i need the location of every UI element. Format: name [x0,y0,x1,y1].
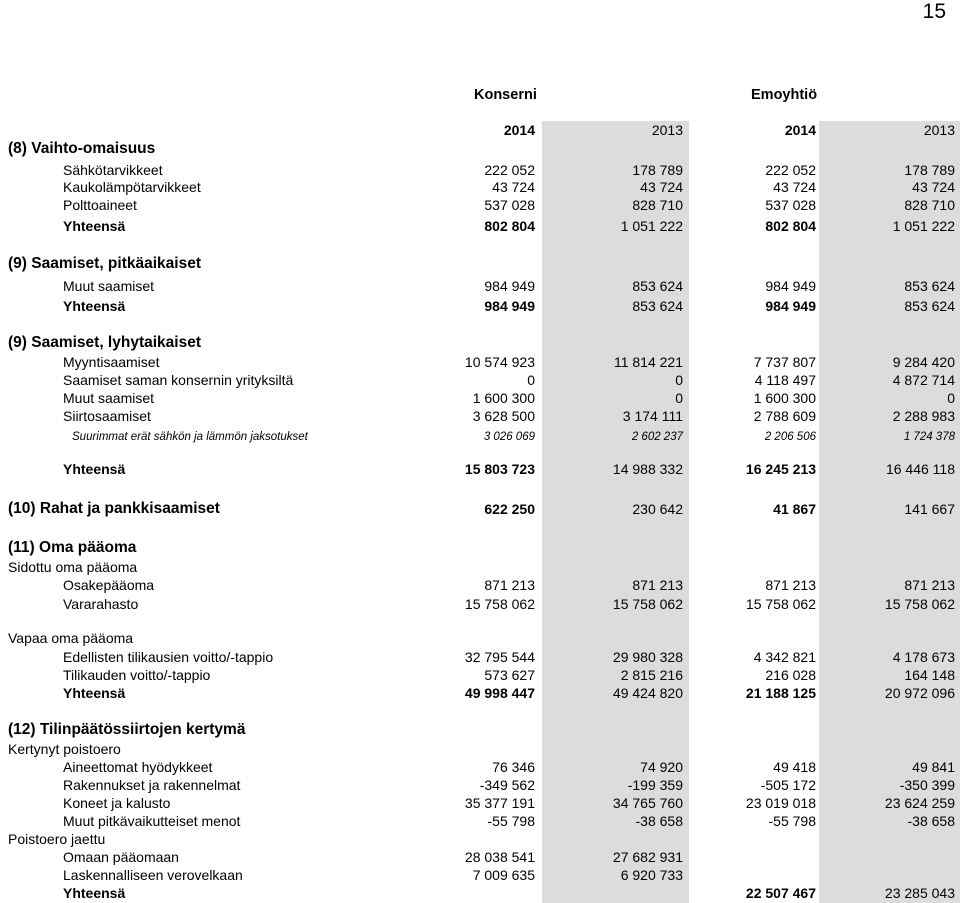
cell-value: 0 [947,390,955,406]
cell-value: -350 399 [899,777,955,793]
table-row [0,629,960,647]
cell-value: 4 178 673 [892,649,955,665]
cell-value: 76 346 [492,759,535,775]
cell-value: 1 724 378 [903,431,955,443]
row-label: Kaukolämpötarvikkeet [63,179,201,195]
cell-value: 43 724 [492,179,535,195]
cell-value: 1 051 222 [892,218,955,234]
year-header-row [0,121,960,139]
cell-value: 7 009 635 [472,867,535,883]
row-label: Yhteensä [63,298,126,314]
cell-value: 16 245 213 [745,461,816,477]
cell-value: 178 789 [904,162,955,178]
table-row [0,576,960,594]
year-2014-group: 2014 [503,122,535,138]
table-row [0,666,960,684]
table-row [0,334,960,352]
table-row [0,353,960,371]
table-row [0,277,960,295]
cell-value: 3 026 069 [483,431,535,443]
row-label: Laskennalliseen verovelkaan [63,867,243,883]
cell-value: -38 658 [635,813,683,829]
cell-value: 49 998 447 [464,685,535,701]
page-number: 15 [922,0,946,23]
cell-value: 537 028 [765,197,816,213]
cell-value: 216 028 [765,667,816,683]
row-label: Vapaa oma pääoma [8,630,134,646]
year-2014-parent: 2014 [784,122,816,138]
cell-value: 853 624 [632,298,683,314]
cell-value: 22 507 467 [745,885,816,901]
cell-value: 828 710 [904,197,955,213]
row-label: (8) Vaihto-omaisuus [8,140,156,157]
cell-value: 49 424 820 [612,685,683,701]
row-label: Rakennukset ja rakennelmat [63,777,241,793]
cell-value: 9 284 420 [892,354,955,370]
cell-value: 537 028 [484,197,535,213]
table-row [0,866,960,884]
row-label: (11) Oma pääoma [8,539,137,556]
cell-value: 4 872 714 [892,372,955,388]
cell-value: 802 804 [484,218,535,234]
row-label: Kertynyt poistoero [8,741,121,757]
cell-value: 10 574 923 [464,354,535,370]
cell-value: 1 600 300 [753,390,816,406]
cell-value: 15 758 062 [745,596,816,612]
cell-value: 828 710 [632,197,683,213]
row-label: Yhteensä [63,685,126,701]
table-row [0,595,960,613]
cell-value: 3 174 111 [622,408,683,424]
table-row [0,740,960,758]
row-label: Siirtosaamiset [63,408,151,424]
cell-value: 6 920 733 [620,867,683,883]
parent-company-header: Emoyhtiö [751,87,818,103]
row-label: Muut saamiset [63,390,155,406]
cell-value: 35 377 191 [464,795,535,811]
cell-value: 49 418 [773,759,816,775]
table-row [0,884,960,902]
cell-value: 984 949 [484,298,535,314]
cell-value: -349 562 [479,777,535,793]
row-label: (12) Tilinpäätössiirtojen kertymä [8,721,246,738]
table-row [0,460,960,478]
cell-value: 43 724 [912,179,955,195]
cell-value: 7 737 807 [753,354,816,370]
table-row [0,684,960,702]
cell-value: 984 949 [484,278,535,294]
row-label: Poistoero jaettu [8,831,106,847]
group-header: Konserni [474,87,537,103]
table-row [0,758,960,776]
cell-value: 222 052 [484,162,535,178]
table-row [0,178,960,196]
year-2013-parent: 2013 [923,122,955,138]
cell-value: 14 988 332 [612,461,683,477]
cell-value: 871 213 [632,577,683,593]
table-row [0,848,960,866]
table-row [0,794,960,812]
cell-value: 164 148 [904,667,955,683]
cell-value: 32 795 544 [464,649,535,665]
table-row [0,500,960,518]
cell-value: 0 [675,390,683,406]
cell-value: 2 788 609 [753,408,816,424]
cell-value: -55 798 [487,813,535,829]
cell-value: 853 624 [904,278,955,294]
cell-value: 0 [675,372,683,388]
year-2013-group: 2013 [651,122,683,138]
table-row [0,558,960,576]
cell-value: 1 051 222 [620,218,683,234]
row-label: Tilikauden voitto/-tappio [63,667,211,683]
cell-value: 3 628 500 [472,408,535,424]
cell-value: 49 841 [912,759,955,775]
cell-value: 21 188 125 [745,685,816,701]
row-label: Sidottu oma pääoma [8,559,138,575]
cell-value: -38 658 [907,813,955,829]
row-label: Yhteensä [63,885,126,901]
cell-value: 20 972 096 [884,685,955,701]
cell-value: 573 627 [484,667,535,683]
table-row [0,297,960,315]
row-label: Yhteensä [63,461,126,477]
cell-value: 16 446 118 [885,461,955,477]
table-row [0,196,960,214]
row-label: Muut saamiset [63,278,155,294]
cell-value: 23 285 043 [884,885,955,901]
cell-value: 230 642 [632,501,683,517]
cell-value: 853 624 [632,278,683,294]
cell-value: 15 758 062 [464,596,535,612]
table-row [0,428,960,446]
table-row [0,812,960,830]
table-row [0,776,960,794]
row-label: (10) Rahat ja pankkisaamiset [8,500,220,517]
cell-value: 23 624 259 [884,795,955,811]
row-label: (9) Saamiset, lyhytaikaiset [8,334,201,351]
cell-value: 4 118 497 [754,372,816,388]
cell-value: 15 758 062 [884,596,955,612]
row-label: Myyntisaamiset [63,354,160,370]
cell-value: -55 798 [768,813,816,829]
cell-value: 41 867 [773,501,816,517]
row-label: Omaan pääomaan [63,849,179,865]
table-row [0,648,960,666]
cell-value: 1 600 300 [472,390,535,406]
cell-value: 984 949 [765,298,816,314]
cell-value: 34 765 760 [612,795,683,811]
row-label: Muut pitkävaikutteiset menot [63,813,241,829]
cell-value: 2 206 506 [764,431,816,443]
table-row [0,161,960,179]
cell-value: 141 667 [904,501,955,517]
cell-value: 222 052 [765,162,816,178]
cell-value: 11 814 221 [613,354,683,370]
cell-value: 0 [527,372,535,388]
cell-value: 15 758 062 [612,596,683,612]
table-row [0,217,960,235]
cell-value: 23 019 018 [745,795,816,811]
table-row [0,539,960,557]
cell-value: 984 949 [765,278,816,294]
row-label: Polttoaineet [63,197,137,213]
table-row [0,830,960,848]
cell-value: 29 980 328 [612,649,683,665]
cell-value: 871 213 [904,577,955,593]
cell-value: 622 250 [484,501,535,517]
row-label: Yhteensä [63,218,126,234]
row-label: Suurimmat erät sähkön ja lämmön jaksotukset [72,431,308,443]
row-label: Osakepääoma [63,577,155,593]
table-row [0,140,960,158]
cell-value: 871 213 [765,577,816,593]
cell-value: -199 359 [627,777,683,793]
cell-value: 871 213 [484,577,535,593]
row-label: Saamiset saman konsernin yrityksiltä [63,372,294,388]
cell-value: 43 724 [640,179,683,195]
cell-value: 4 342 821 [753,649,816,665]
row-label: Aineettomat hyödykkeet [63,759,213,775]
row-label: Vararahasto [63,596,139,612]
cell-value: 178 789 [632,162,683,178]
cell-value: 28 038 541 [464,849,535,865]
table-row [0,255,960,273]
cell-value: 2 288 983 [892,408,955,424]
row-label: Edellisten tilikausien voitto/-tappio [63,649,274,665]
cell-value: 43 724 [773,179,816,195]
row-label: (9) Saamiset, pitkäaikaiset [8,255,201,272]
cell-value: 2 602 237 [631,431,683,443]
cell-value: 15 803 723 [464,461,535,477]
cell-value: 853 624 [904,298,955,314]
table-row [0,721,960,739]
row-label: Koneet ja kalusto [63,795,171,811]
cell-value: 802 804 [765,218,816,234]
table-row [0,389,960,407]
cell-value: 27 682 931 [612,849,683,865]
cell-value: -505 172 [760,777,816,793]
table-row [0,407,960,425]
table-row [0,371,960,389]
cell-value: 2 815 216 [620,667,683,683]
row-label: Sähkötarvikkeet [63,162,163,178]
cell-value: 74 920 [640,759,683,775]
